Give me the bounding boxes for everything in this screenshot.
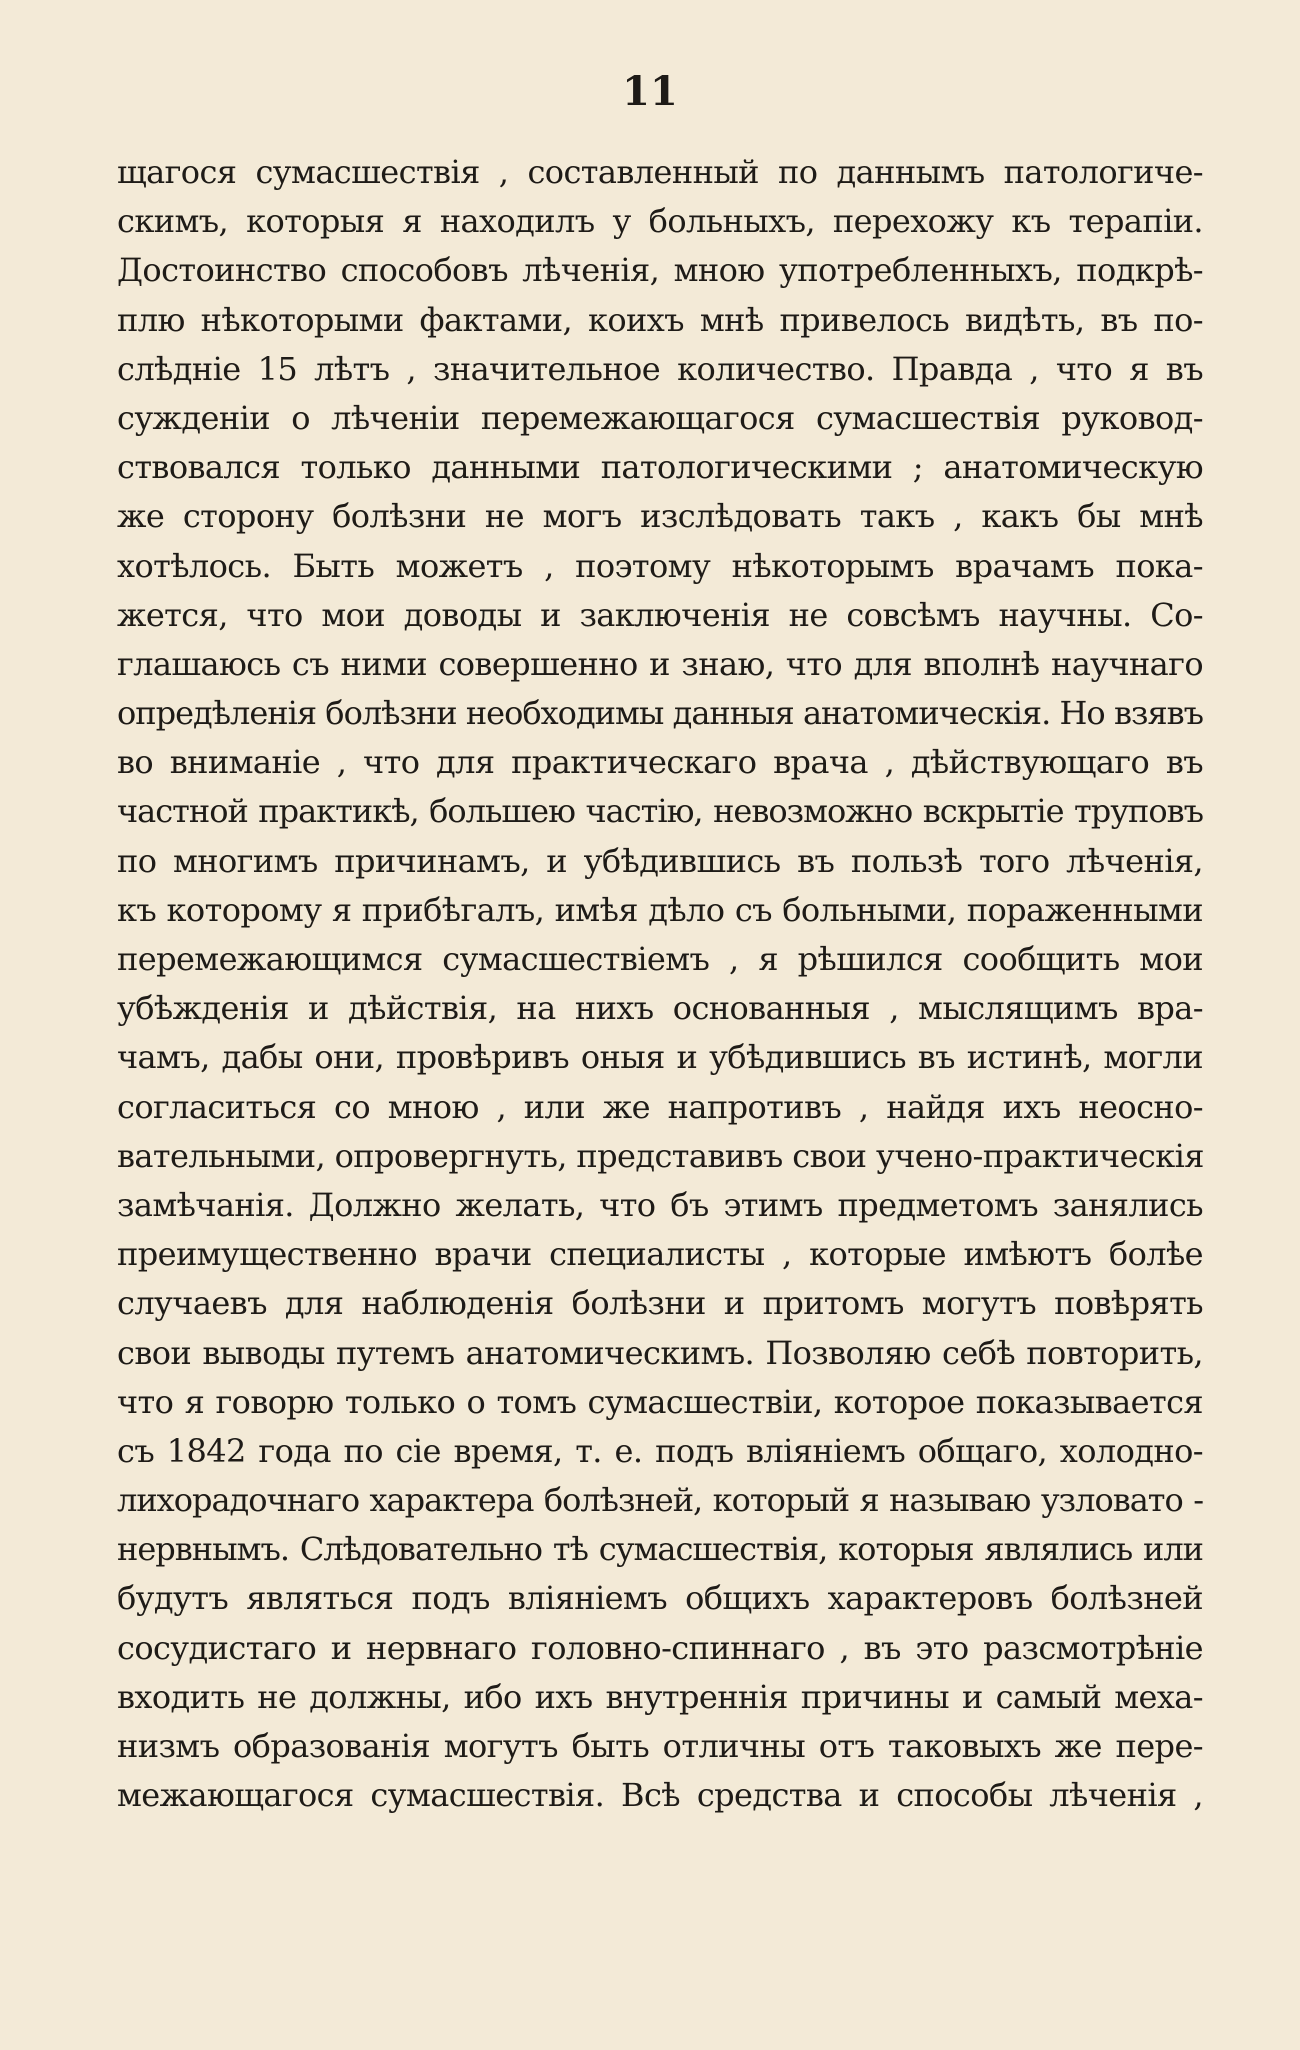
text-line: къ которому я прибѣгалъ, имѣя дѣло съ больными, пораженными (117, 890, 1203, 929)
text-line: плю нѣкоторыми фактами, коихъ мнѣ привелось видѣть, въ по- (117, 300, 1203, 339)
text-line: убѣжденія и дѣйствія, на нихъ основанныя , мыслящимъ вра- (117, 989, 1203, 1028)
text-line: во вниманіе , что для практическаго врача , дѣйствующаго въ (117, 743, 1203, 782)
text-line: входить не должны, ибо ихъ внутреннія причины и самый меха- (117, 1677, 1203, 1716)
text-line: ствовался только данными патологическими ; анатомическую (117, 448, 1203, 487)
body-text (117, 148, 1203, 1820)
text-line: щагося сумасшествія , составленный по даннымъ патологиче- (117, 153, 1203, 191)
text-line: сосудистаго и нервнаго головно-спиннаго , въ это разсмотрѣніе (117, 1628, 1203, 1667)
text-line: съ 1842 года по сіе время, т. е. подъ вліяніемъ общаго, холодно- (117, 1431, 1203, 1470)
text-line: глашаюсь съ ними совершенно и знаю, что для вполнѣ научнаго (117, 644, 1203, 683)
text-line: преимущественно врачи специалисты , которые имѣютъ болѣе (117, 1235, 1203, 1274)
text-line: жется, что мои доводы и заключенія не совсѣмъ научны. Со- (117, 595, 1203, 634)
text-line: перемежающимся сумасшествіемъ , я рѣшился сообщить мои (117, 940, 1203, 978)
text-line: согласиться со мною , или же напротивъ , найдя ихъ неосно- (117, 1087, 1203, 1126)
text-line: опредѣленія болѣзни необходимы данныя анатомическія. Но взявъ (117, 694, 1203, 733)
text-line: что я говорю только о томъ сумасшествіи, которое показывается (117, 1382, 1203, 1421)
text-line: чамъ, дабы они, провѣривъ оныя и убѣдившись въ истинѣ, могли (117, 1038, 1203, 1077)
page-number: 11 (622, 68, 678, 115)
text-line: низмъ образованія могутъ быть отличны отъ таковыхъ же пере- (117, 1727, 1203, 1765)
text-line: лихорадочнаго характера болѣзней, который я называю узловато - (117, 1481, 1203, 1520)
text-line: будутъ являться подъ вліяніемъ общихъ характеровъ болѣзней (117, 1579, 1203, 1618)
text-line: слѣдніе 15 лѣтъ , значительное количество. Правда , что я въ (117, 349, 1203, 388)
text-line: замѣчанія. Должно желать, что бъ этимъ предметомъ занялись (117, 1185, 1203, 1224)
text-line: нервнымъ. Слѣдовательно тѣ сумасшествія, которыя являлись или (117, 1530, 1203, 1569)
text-line: хотѣлось. Быть можетъ , поэтому нѣкоторымъ врачамъ пока- (117, 546, 1203, 585)
text-line: случаевъ для наблюденія болѣзни и притомъ могутъ повѣрять (117, 1284, 1203, 1323)
text-line: же сторону болѣзни не могъ изслѣдовать такъ , какъ бы мнѣ (117, 497, 1203, 536)
text-line: частной практикѣ, большею частію, невозможно вскрытіе труповъ (117, 792, 1203, 831)
text-line: свои выводы путемъ анатомическимъ. Позволяю себѣ повторить, (117, 1333, 1203, 1372)
text-line: Достоинство способовъ лѣченія, мною употребленныхъ, подкрѣ- (117, 251, 1203, 290)
text-line: скимъ, которыя я находилъ у больныхъ, перехожу къ терапіи. (117, 202, 1203, 241)
text-line: межающагося сумасшествія. Всѣ средства и способы лѣченія , (117, 1776, 1203, 1815)
text-line: вательными, опровергнуть, представивъ свои учено-практическія (117, 1136, 1204, 1175)
text-line: по многимъ причинамъ, и убѣдившись въ пользѣ того лѣченія, (117, 841, 1203, 880)
text-line: сужденіи о лѣченіи перемежающагося сумасшествія руковод- (117, 398, 1203, 437)
